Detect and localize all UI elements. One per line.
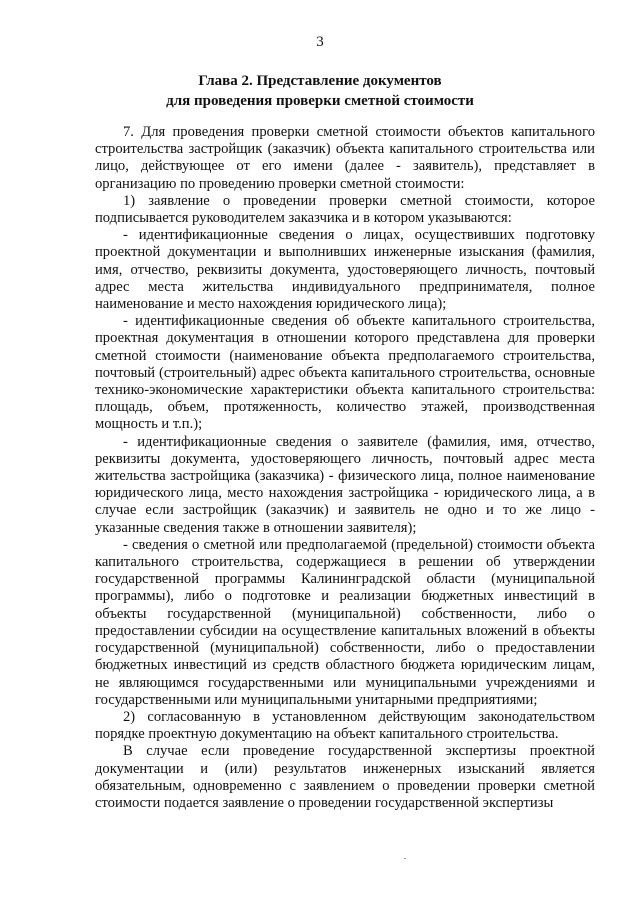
chapter-heading xyxy=(0,71,640,111)
page-number: 3 xyxy=(316,34,324,50)
chapter-heading-line-1: Глава 2. Представление документов xyxy=(198,73,442,89)
paragraph-applicant-info: - идентификационные сведения о заявителе (фамилия, имя, отчество, реквизиты документа, удостоверяющего личность, почтовый адрес места жительства застройщика (заказчика) - физического лица, полное наименование юридического лица, место нахождения застройщика - юридического лица, а в случае если застройщик (заказчик) и заявитель не одно и то же лицо - указанные сведения также в отношении заявителя); xyxy=(95,433,595,536)
paragraph-project-documentation: 2) согласованную в установленном действующим законодательством порядке проектную документацию на объект капитального строительства. xyxy=(95,708,595,743)
chapter-heading-line-2: для проведения проверки сметной стоимости xyxy=(166,93,474,109)
paragraph-object-info: - идентификационные сведения об объекте капитального строительства, проектная документация в отношении которого представлена для проверки сметной стоимости (наименование объекта предполагаемого строительства, почтовый (строительный) адрес объекта капитального строительства, основные технико-экономические характеристики объекта капитального строительства: площадь, объем, протяженность, количество этажей, производственная мощность и т.п.); xyxy=(95,313,595,433)
paragraph-cost-info: - сведения о сметной или предполагаемой (предельной) стоимости объекта капитального строительства, содержащиеся в решении об утверждении государственной программы Калининградской области (муниципальной программы), либо о подготовке и реализации бюджетных инвестиций в объекты государственной (муниципальной) собственности, либо о предоставлении субсидии на осуществление капитальных вложений в объекты государственной (муниципальной) собственности, либо о предоставлении бюджетных инвестиций из средств областного бюджета юридическим лицам, не являющимся государственными или муниципальными учреждениями и государственными или муниципальными унитарными предприятиями; xyxy=(95,536,595,708)
body-text xyxy=(95,124,595,812)
paragraph-state-expertise: В случае если проведение государственной экспертизы проектной документации и (или) результатов инженерных изысканий является обязательным, одновременно с заявлением о проведении проверки сметной стоимости подается заявление о проведении государственной экспертизы xyxy=(95,743,595,811)
paragraph-designers-info: - идентификационные сведения о лицах, осуществивших подготовку проектной документации и выполнивших инженерные изыскания (фамилия, имя, отчество, реквизиты документа, удостоверяющего личность, почтовый адрес места жительства индивидуального предпринимателя, полное наименование и место нахождения юридического лица); xyxy=(95,227,595,313)
paragraph-application: 1) заявление о проведении проверки сметной стоимости, которое подписывается руководителем заказчика и в котором указываются: xyxy=(95,192,595,227)
paragraph-item-7: 7. Для проведения проверки сметной стоимости объектов капитального строительства застройщик (заказчик) объекта капитального строительства или лицо, действующее от его имени (далее - заявитель), представляет в организацию по проведению проверки сметной стоимости: xyxy=(95,124,595,192)
scan-speck xyxy=(404,858,406,859)
